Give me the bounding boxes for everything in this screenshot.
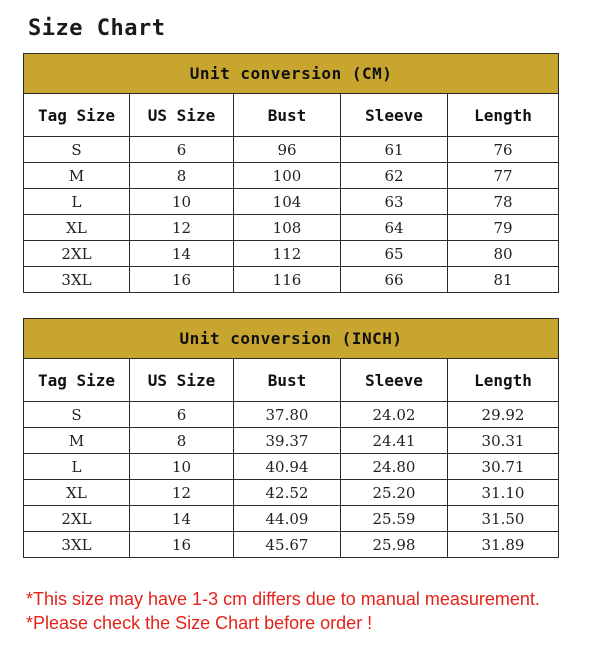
us-size-cell: 12: [130, 480, 234, 506]
unit-conversion-header: Unit conversion (INCH): [24, 319, 559, 359]
tag-size-cell: M: [24, 163, 130, 189]
us-size-cell: 14: [130, 241, 234, 267]
bust-cell: 96: [234, 137, 341, 163]
tag-size-cell: 3XL: [24, 532, 130, 558]
tag-size-cell: XL: [24, 215, 130, 241]
length-cell: 30.71: [448, 454, 559, 480]
us-size-cell: 8: [130, 163, 234, 189]
size-table-inch: [23, 318, 559, 558]
bust-cell: 100: [234, 163, 341, 189]
us-size-cell: 12: [130, 215, 234, 241]
sleeve-cell: 66: [341, 267, 448, 293]
table-row: [24, 532, 559, 558]
column-header: Bust: [234, 359, 341, 402]
column-header: US Size: [130, 94, 234, 137]
bust-cell: 116: [234, 267, 341, 293]
length-cell: 76: [448, 137, 559, 163]
unit-conversion-header: Unit conversion (CM): [24, 54, 559, 94]
tag-size-cell: S: [24, 402, 130, 428]
table-row: [24, 215, 559, 241]
check-chart-note: *Please check the Size Chart before order !: [26, 613, 373, 633]
table-row: [24, 163, 559, 189]
length-cell: 31.89: [448, 532, 559, 558]
us-size-cell: 16: [130, 532, 234, 558]
sleeve-cell: 25.98: [341, 532, 448, 558]
table-row: [24, 241, 559, 267]
length-cell: 77: [448, 163, 559, 189]
table-row: [24, 506, 559, 532]
bust-cell: 112: [234, 241, 341, 267]
sleeve-cell: 24.80: [341, 454, 448, 480]
us-size-cell: 8: [130, 428, 234, 454]
column-header: Bust: [234, 94, 341, 137]
tag-size-cell: S: [24, 137, 130, 163]
tag-size-cell: L: [24, 454, 130, 480]
table-row: [24, 402, 559, 428]
column-header: US Size: [130, 359, 234, 402]
us-size-cell: 16: [130, 267, 234, 293]
us-size-cell: 10: [130, 189, 234, 215]
us-size-cell: 6: [130, 402, 234, 428]
sleeve-cell: 62: [341, 163, 448, 189]
table-row: [24, 480, 559, 506]
size-table-cm: [23, 53, 559, 293]
table-row: [24, 454, 559, 480]
bust-cell: 104: [234, 189, 341, 215]
column-header: Tag Size: [24, 94, 130, 137]
length-cell: 30.31: [448, 428, 559, 454]
bust-cell: 42.52: [234, 480, 341, 506]
bust-cell: 108: [234, 215, 341, 241]
length-cell: 29.92: [448, 402, 559, 428]
length-cell: 80: [448, 241, 559, 267]
length-cell: 81: [448, 267, 559, 293]
tag-size-cell: M: [24, 428, 130, 454]
tag-size-cell: 2XL: [24, 506, 130, 532]
table-row: [24, 267, 559, 293]
table-row: [24, 189, 559, 215]
sleeve-cell: 25.59: [341, 506, 448, 532]
length-cell: 78: [448, 189, 559, 215]
sleeve-cell: 65: [341, 241, 448, 267]
bust-cell: 39.37: [234, 428, 341, 454]
column-header: Tag Size: [24, 359, 130, 402]
tag-size-cell: 2XL: [24, 241, 130, 267]
tag-size-cell: 3XL: [24, 267, 130, 293]
column-header: Sleeve: [341, 94, 448, 137]
bust-cell: 45.67: [234, 532, 341, 558]
length-cell: 31.10: [448, 480, 559, 506]
tag-size-cell: XL: [24, 480, 130, 506]
sleeve-cell: 61: [341, 137, 448, 163]
table-row: [24, 428, 559, 454]
bust-cell: 37.80: [234, 402, 341, 428]
tag-size-cell: L: [24, 189, 130, 215]
bust-cell: 40.94: [234, 454, 341, 480]
measurement-note: *This size may have 1-3 cm differs due to manual measurement.: [26, 589, 540, 609]
us-size-cell: 10: [130, 454, 234, 480]
sleeve-cell: 24.41: [341, 428, 448, 454]
column-header: Sleeve: [341, 359, 448, 402]
sleeve-cell: 25.20: [341, 480, 448, 506]
column-header: Length: [448, 359, 559, 402]
length-cell: 31.50: [448, 506, 559, 532]
sleeve-cell: 63: [341, 189, 448, 215]
us-size-cell: 14: [130, 506, 234, 532]
table-row: [24, 137, 559, 163]
length-cell: 79: [448, 215, 559, 241]
us-size-cell: 6: [130, 137, 234, 163]
column-header: Length: [448, 94, 559, 137]
bust-cell: 44.09: [234, 506, 341, 532]
sleeve-cell: 64: [341, 215, 448, 241]
page-title: Size Chart: [28, 16, 166, 41]
sleeve-cell: 24.02: [341, 402, 448, 428]
